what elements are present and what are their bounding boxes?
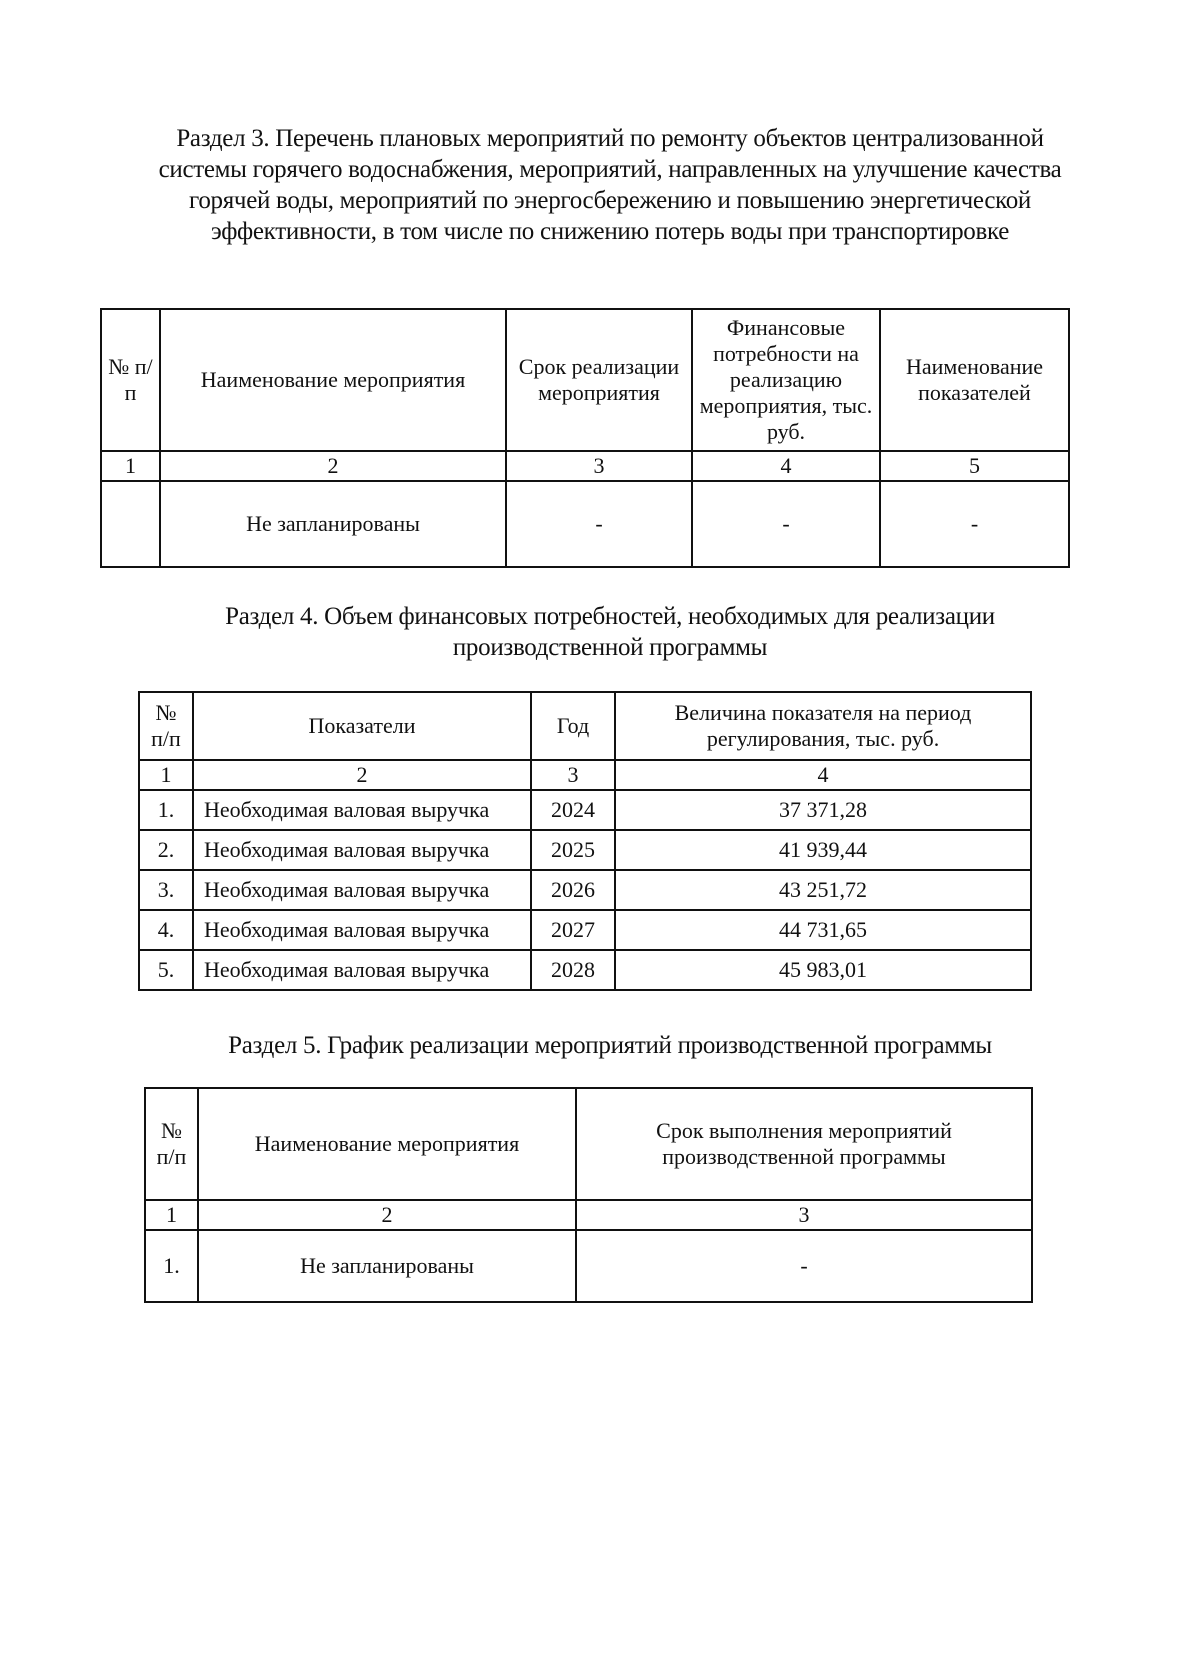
cell-number: 2. <box>139 830 193 870</box>
cell-number: 1. <box>139 790 193 830</box>
table-row <box>139 790 1031 830</box>
col-header-indicators: Показатели <box>193 692 531 760</box>
cell-event-name: Не запланированы <box>198 1230 576 1302</box>
column-number: 1 <box>139 760 193 790</box>
cell-year: 2026 <box>531 870 615 910</box>
col-header-event-name: Наименование мероприятия <box>160 309 506 451</box>
column-number: 3 <box>531 760 615 790</box>
cell-number: 4. <box>139 910 193 950</box>
section-5-table <box>144 1087 1033 1303</box>
cell-year: 2028 <box>531 950 615 990</box>
cell-number <box>101 481 160 567</box>
col-header-deadline: Срок выполнения мероприятий производственной программы <box>576 1088 1032 1200</box>
section-3-table <box>100 308 1070 568</box>
table-header-row <box>139 692 1031 760</box>
section-3-title: Раздел 3. Перечень плановых мероприятий по ремонту объектов централизованной системы горячего водоснабжения, мероприятий, направленных на улучшение качества горячей воды, мероприятий по энергосбережению и повышению энергетической эффективности, в том числе по снижению потерь воды при транспортировке <box>158 125 1062 245</box>
cell-indicator: Необходимая валовая выручка <box>193 910 531 950</box>
cell-year: 2027 <box>531 910 615 950</box>
cell-indicator: Необходимая валовая выручка <box>193 830 531 870</box>
col-header-indicators: Наименование показателей <box>880 309 1069 451</box>
col-header-event-name: Наименование мероприятия <box>198 1088 576 1200</box>
col-header-year: Год <box>531 692 615 760</box>
cell-value: 43 251,72 <box>615 870 1031 910</box>
table-row <box>101 481 1069 567</box>
col-header-financial-needs: Финансовые потребности на реализацию мероприятия, тыс. руб. <box>692 309 880 451</box>
cell-period: - <box>506 481 692 567</box>
section-4-title: Раздел 4. Объем финансовых потребностей, необходимых для реализации производственной программы <box>225 603 995 661</box>
cell-deadline: - <box>576 1230 1032 1302</box>
table-row <box>139 910 1031 950</box>
column-number-row <box>101 451 1069 481</box>
table-header-row <box>145 1088 1032 1200</box>
cell-number: 3. <box>139 870 193 910</box>
section-5-title: Раздел 5. График реализации мероприятий производственной программы <box>228 1032 992 1059</box>
cell-indicator: Необходимая валовая выручка <box>193 950 531 990</box>
col-header-implementation-period: Срок реализации мероприятия <box>506 309 692 451</box>
cell-financial-needs: - <box>692 481 880 567</box>
cell-value: 44 731,65 <box>615 910 1031 950</box>
cell-number: 1. <box>145 1230 198 1302</box>
column-number-row <box>139 760 1031 790</box>
column-number-row <box>145 1200 1032 1230</box>
section-4-table <box>138 691 1032 991</box>
cell-value: 45 983,01 <box>615 950 1031 990</box>
table-row <box>145 1230 1032 1302</box>
cell-year: 2025 <box>531 830 615 870</box>
column-number: 2 <box>160 451 506 481</box>
cell-indicator: Необходимая валовая выручка <box>193 790 531 830</box>
column-number: 2 <box>198 1200 576 1230</box>
cell-value: 41 939,44 <box>615 830 1031 870</box>
table-row <box>139 830 1031 870</box>
col-header-number: № п/п <box>145 1088 198 1200</box>
column-number: 4 <box>692 451 880 481</box>
cell-value: 37 371,28 <box>615 790 1031 830</box>
col-header-number: № п/п <box>101 309 160 451</box>
table-header-row <box>101 309 1069 451</box>
column-number: 3 <box>506 451 692 481</box>
table-row <box>139 870 1031 910</box>
column-number: 1 <box>101 451 160 481</box>
table-row <box>139 950 1031 990</box>
col-header-number: № п/п <box>139 692 193 760</box>
column-number: 1 <box>145 1200 198 1230</box>
cell-number: 5. <box>139 950 193 990</box>
cell-year: 2024 <box>531 790 615 830</box>
cell-event-name: Не запланированы <box>160 481 506 567</box>
col-header-value: Величина показателя на период регулирования, тыс. руб. <box>615 692 1031 760</box>
cell-indicator: Необходимая валовая выручка <box>193 870 531 910</box>
column-number: 4 <box>615 760 1031 790</box>
column-number: 5 <box>880 451 1069 481</box>
column-number: 3 <box>576 1200 1032 1230</box>
column-number: 2 <box>193 760 531 790</box>
cell-indicators: - <box>880 481 1069 567</box>
